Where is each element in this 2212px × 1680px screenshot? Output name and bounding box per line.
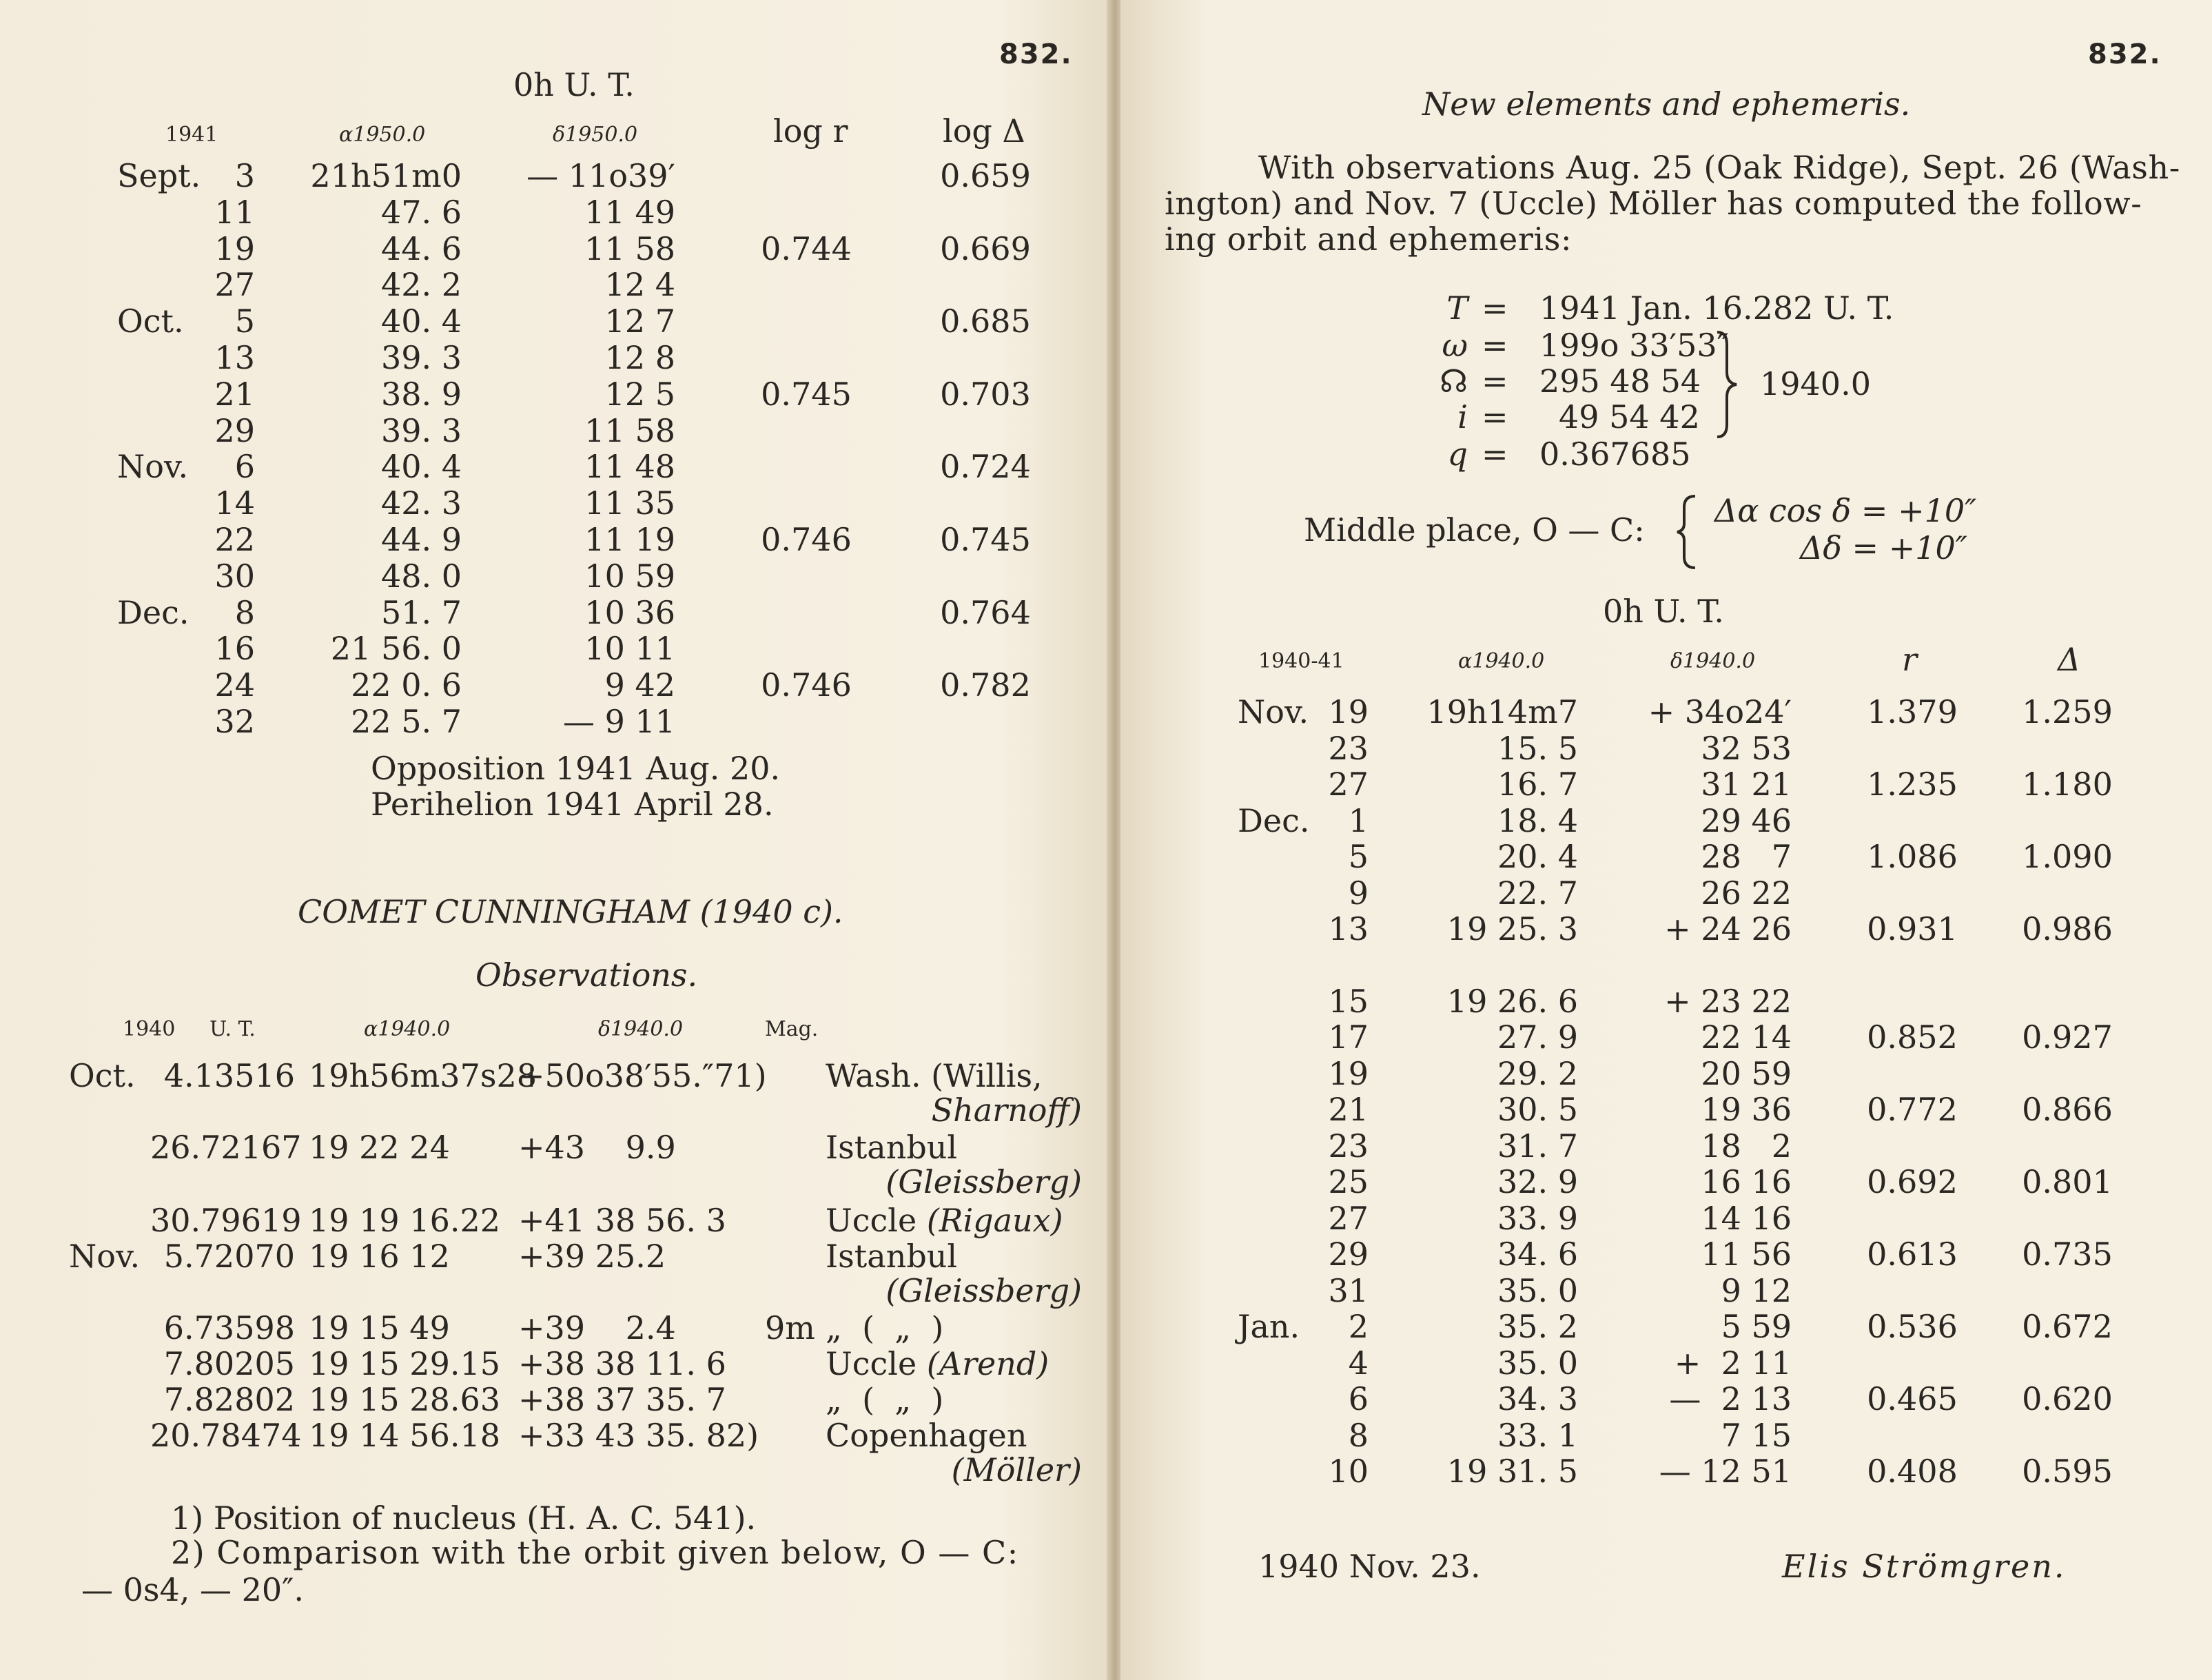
- dec-cell: 10 59: [584, 557, 675, 595]
- rdec-cell: 26 22: [1701, 874, 1792, 912]
- dec-cell: 12 5: [604, 375, 675, 413]
- elements-brace: [1713, 329, 1741, 440]
- obs-ra-cell: 19 15 29.15: [309, 1345, 500, 1382]
- day-cell: 19: [214, 229, 255, 267]
- day-cell: 30: [214, 557, 255, 595]
- ra-cell: 21h51m0: [310, 157, 462, 194]
- element-T-value: 1941 Jan. 16.282 U. T.: [1539, 289, 1894, 327]
- obs-observer-cell: Copenhagen: [826, 1417, 1027, 1454]
- dec-cell: 12 4: [604, 266, 675, 304]
- col-header-ra: α1950.0: [339, 123, 426, 147]
- obs-header-year: 1940: [123, 1017, 176, 1041]
- eq-2: =: [1482, 327, 1508, 364]
- obs-observer-cell: „ ( „ ): [826, 1309, 944, 1346]
- ra-cell: 51. 7: [380, 593, 462, 631]
- rra-cell: 19h14m7: [1426, 693, 1578, 730]
- rday-cell: 13: [1328, 910, 1369, 947]
- delta-cell: 0.927: [2022, 1018, 2113, 1056]
- obs-mag-cell: 9m: [765, 1309, 815, 1346]
- rday-cell: 27: [1328, 766, 1369, 803]
- rra-cell: 35. 0: [1497, 1271, 1578, 1309]
- intro-line-2: ington) and Nov. 7 (Uccle) Möller has computed the follow-: [1165, 185, 2142, 222]
- intro-line-1: With observations Aug. 25 (Oak Ridge), Sept. 26 (Wash-: [1258, 149, 2180, 186]
- obs-time-cell: 26.72167: [150, 1129, 302, 1166]
- r-cell: 0.613: [1867, 1236, 1958, 1273]
- day-cell: 3: [234, 157, 255, 194]
- obs-time-cell: 5.72070: [163, 1238, 295, 1275]
- r-cell: 0.772: [1867, 1091, 1958, 1128]
- rcol-header-dec: δ1940.0: [1670, 649, 1756, 673]
- rra-cell: 29. 2: [1497, 1054, 1578, 1092]
- middle-place-line-1: Δα cos δ = +10″: [1714, 492, 1977, 529]
- obs-time-cell: 6.73598: [163, 1309, 295, 1346]
- eq-4: =: [1482, 398, 1508, 436]
- obs-observer-cell: Uccle (Arend): [826, 1345, 1049, 1382]
- obs-observer-cell: Istanbul: [826, 1129, 958, 1166]
- obs-dec-cell: +39 2.4: [518, 1309, 676, 1346]
- element-T-symbol: T: [1446, 289, 1468, 327]
- rdec-cell: + 24 26: [1664, 910, 1792, 947]
- obs-month-cell: Nov.: [69, 1238, 141, 1275]
- rday-cell: 2: [1348, 1308, 1369, 1345]
- dec-cell: 12 7: [604, 303, 675, 340]
- rdec-cell: 19 36: [1701, 1091, 1792, 1128]
- day-cell: 14: [214, 484, 255, 522]
- rdec-cell: + 23 22: [1664, 982, 1792, 1020]
- dec-cell: 12 8: [604, 339, 675, 376]
- col-header-year: 1941: [165, 123, 218, 147]
- rday-cell: 19: [1328, 693, 1369, 730]
- day-cell: 29: [214, 411, 255, 449]
- obs-dec-cell: +39 25.2: [518, 1238, 666, 1275]
- rdec-cell: 32 53: [1701, 729, 1792, 767]
- r-cell: 0.536: [1867, 1308, 1958, 1345]
- log-delta-cell: 0.764: [940, 593, 1031, 631]
- right-ephemeris-heading: 0h U. T.: [1603, 593, 1724, 630]
- middle-place-line-2: Δδ = +10″: [1800, 529, 1967, 566]
- rra-cell: 35. 2: [1497, 1308, 1578, 1345]
- r-cell: 0.465: [1867, 1380, 1958, 1417]
- ra-cell: 39. 3: [380, 339, 462, 376]
- log-delta-cell: 0.659: [940, 157, 1031, 194]
- obs-ra-cell: 19 16 12: [309, 1238, 450, 1275]
- author-signature: Elis Strömgren.: [1782, 1548, 2067, 1585]
- rday-cell: 4: [1348, 1344, 1369, 1382]
- rday-cell: 15: [1328, 982, 1369, 1020]
- rmonth-cell: Nov.: [1238, 693, 1309, 730]
- perihelion-line: Perihelion 1941 April 28.: [371, 786, 774, 823]
- footnote-1: 1) Position of nucleus (H. A. C. 541).: [171, 1499, 757, 1537]
- rday-cell: 9: [1348, 874, 1369, 912]
- rra-cell: 31. 7: [1497, 1127, 1578, 1165]
- log-r-cell: 0.746: [761, 521, 852, 558]
- rra-cell: 22. 7: [1497, 874, 1578, 912]
- rra-cell: 34. 3: [1497, 1380, 1578, 1417]
- dec-cell: 9 42: [604, 666, 675, 704]
- left-ephemeris-heading: 0h U. T.: [513, 66, 635, 103]
- log-r-cell: 0.744: [761, 229, 852, 267]
- day-cell: 6: [234, 448, 255, 486]
- rdec-cell: 20 59: [1701, 1054, 1792, 1092]
- rra-cell: 16. 7: [1497, 766, 1578, 803]
- rdec-cell: + 34o24′: [1648, 693, 1792, 730]
- r-cell: 1.379: [1867, 693, 1958, 730]
- col-header-log-delta: log Δ: [943, 112, 1025, 150]
- delta-cell: 0.866: [2022, 1091, 2113, 1128]
- obs-observer-cell: Istanbul: [826, 1238, 958, 1275]
- log-delta-cell: 0.703: [940, 375, 1031, 413]
- element-i-symbol: i: [1457, 398, 1468, 436]
- day-cell: 27: [214, 266, 255, 304]
- ra-cell: 22 5. 7: [351, 703, 462, 740]
- obs-ra-cell: 19h56m37s28: [309, 1057, 537, 1094]
- obs-observer-cell: Wash. (Willis,: [826, 1057, 1043, 1094]
- obs-observer-cont-cell: (Gleissberg): [885, 1272, 1082, 1309]
- obs-dec-cell: +38 38 11. 6: [518, 1345, 726, 1382]
- obs-dec-cell: +33 43 35. 82): [518, 1417, 759, 1454]
- eq-3: =: [1482, 362, 1508, 400]
- rdec-cell: 31 21: [1701, 766, 1792, 803]
- r-cell: 0.852: [1867, 1018, 1958, 1056]
- r-cell: 0.692: [1867, 1163, 1958, 1200]
- obs-header-ra: α1940.0: [364, 1017, 451, 1041]
- middle-place-label: Middle place, O — C:: [1304, 511, 1645, 549]
- rcol-header-r: r: [1902, 641, 1917, 678]
- month-cell: Sept.: [117, 157, 201, 194]
- dec-cell: 11 48: [584, 448, 675, 486]
- rmonth-cell: Jan.: [1238, 1308, 1300, 1345]
- obs-dec-cell: +43 9.9: [518, 1129, 676, 1166]
- rday-cell: 5: [1348, 838, 1369, 875]
- obs-time-cell: 30.79619: [150, 1202, 302, 1239]
- rra-cell: 34. 6: [1497, 1236, 1578, 1273]
- obs-header-dec: δ1940.0: [598, 1017, 684, 1041]
- day-cell: 5: [234, 303, 255, 340]
- ra-cell: 44. 6: [380, 229, 462, 267]
- obs-observer-cell: „ ( „ ): [826, 1381, 944, 1418]
- obs-ra-cell: 19 22 24: [309, 1129, 450, 1166]
- log-delta-cell: 0.782: [940, 666, 1031, 704]
- r-cell: 1.086: [1867, 838, 1958, 875]
- rdec-cell: 9 12: [1721, 1271, 1792, 1309]
- obs-ra-cell: 19 14 56.18: [309, 1417, 500, 1454]
- delta-cell: 0.620: [2022, 1380, 2113, 1417]
- rday-cell: 25: [1328, 1163, 1369, 1200]
- rdec-cell: 5 59: [1721, 1308, 1792, 1345]
- element-omega-value: 199o 33′53″: [1539, 327, 1729, 364]
- left-page-number: 832.: [999, 39, 1073, 70]
- log-r-cell: 0.745: [761, 375, 852, 413]
- dec-cell: — 9 11: [562, 703, 675, 740]
- rcol-header-ra: α1940.0: [1458, 649, 1545, 673]
- obs-ra-cell: 19 15 49: [309, 1309, 450, 1346]
- rdec-cell: 29 46: [1701, 801, 1792, 839]
- ra-cell: 48. 0: [380, 557, 462, 595]
- dec-cell: 10 11: [584, 630, 675, 668]
- rra-cell: 27. 9: [1497, 1018, 1578, 1056]
- obs-header-ut: U. T.: [209, 1017, 256, 1041]
- dec-cell: 11 58: [584, 229, 675, 267]
- rmonth-cell: Dec.: [1238, 801, 1310, 839]
- rday-cell: 21: [1328, 1091, 1369, 1128]
- footnote-2: 2) Comparison with the orbit given below, O — C:: [171, 1534, 1019, 1571]
- eq-1: =: [1482, 289, 1508, 327]
- ra-cell: 40. 4: [380, 448, 462, 486]
- ra-cell: 38. 9: [380, 375, 462, 413]
- element-i-value: 49 54 42: [1559, 398, 1700, 436]
- obs-observer-cont-cell: (Möller): [951, 1451, 1082, 1488]
- obs-header-mag: Mag.: [765, 1017, 819, 1041]
- rday-cell: 31: [1328, 1271, 1369, 1309]
- day-cell: 21: [214, 375, 255, 413]
- log-delta-cell: 0.724: [940, 448, 1031, 486]
- col-header-log-r: log r: [773, 112, 848, 150]
- rra-cell: 33. 1: [1497, 1416, 1578, 1454]
- obs-dec-cell: +41 38 56. 3: [518, 1202, 726, 1239]
- dec-cell: 11 35: [584, 484, 675, 522]
- rday-cell: 8: [1348, 1416, 1369, 1454]
- element-q-symbol: q: [1447, 436, 1468, 473]
- dec-cell: 11 19: [584, 521, 675, 558]
- delta-cell: 0.801: [2022, 1163, 2113, 1200]
- element-q-value: 0.367685: [1539, 436, 1691, 473]
- delta-cell: 0.672: [2022, 1308, 2113, 1345]
- dec-cell: 10 36: [584, 593, 675, 631]
- log-delta-cell: 0.685: [940, 303, 1031, 340]
- obs-time-cell: 7.82802: [163, 1381, 295, 1418]
- dec-cell: 11 58: [584, 411, 675, 449]
- rdec-cell: — 12 51: [1659, 1453, 1792, 1490]
- rdec-cell: — 2 13: [1669, 1380, 1792, 1417]
- day-cell: 8: [234, 593, 255, 631]
- rra-cell: 18. 4: [1497, 801, 1578, 839]
- obs-ra-cell: 19 15 28.63: [309, 1381, 500, 1418]
- obs-observer-cont-cell: (Gleissberg): [885, 1163, 1082, 1200]
- rcol-header-years: 1940-41: [1258, 649, 1344, 673]
- obs-observer-cell: Uccle (Rigaux): [826, 1202, 1063, 1239]
- rdec-cell: 28 7: [1701, 838, 1792, 875]
- rday-cell: 23: [1328, 1127, 1369, 1165]
- obs-ra-cell: 19 19 16.22: [309, 1202, 500, 1239]
- ra-cell: 47. 6: [380, 193, 462, 231]
- log-delta-cell: 0.669: [940, 229, 1031, 267]
- rday-cell: 27: [1328, 1199, 1369, 1237]
- rra-cell: 15. 5: [1497, 729, 1578, 767]
- obs-time-cell: 4.13516: [163, 1057, 295, 1094]
- day-cell: 24: [214, 666, 255, 704]
- ra-cell: 39. 3: [380, 411, 462, 449]
- ra-cell: 44. 9: [380, 521, 462, 558]
- dec-cell: 11 49: [584, 193, 675, 231]
- rday-cell: 23: [1328, 729, 1369, 767]
- month-cell: Dec.: [117, 593, 190, 631]
- rday-cell: 17: [1328, 1018, 1369, 1056]
- closing-date: 1940 Nov. 23.: [1258, 1548, 1481, 1585]
- rdec-cell: 11 56: [1701, 1236, 1792, 1273]
- rra-cell: 19 25. 3: [1446, 910, 1578, 947]
- element-node-value: 295 48 54: [1539, 362, 1701, 400]
- rdec-cell: + 2 11: [1674, 1344, 1792, 1382]
- rra-cell: 32. 9: [1497, 1163, 1578, 1200]
- log-r-cell: 0.746: [761, 666, 852, 704]
- rdec-cell: 22 14: [1701, 1018, 1792, 1056]
- middle-place-brace: [1675, 493, 1699, 571]
- rday-cell: 6: [1348, 1380, 1369, 1417]
- intro-line-3: ing orbit and ephemeris:: [1165, 221, 1573, 258]
- ra-cell: 22 0. 6: [351, 666, 462, 704]
- r-cell: 0.931: [1867, 910, 1958, 947]
- rra-cell: 33. 9: [1497, 1199, 1578, 1237]
- month-cell: Oct.: [117, 303, 184, 340]
- right-title: New elements and ephemeris.: [1422, 85, 1911, 123]
- rday-cell: 19: [1328, 1054, 1369, 1092]
- obs-dec-cell: +38 37 35. 7: [518, 1381, 726, 1418]
- delta-cell: 0.595: [2022, 1453, 2113, 1490]
- col-header-dec: δ1950.0: [553, 123, 638, 147]
- rcol-header-delta: Δ: [2058, 641, 2081, 678]
- delta-cell: 0.735: [2022, 1236, 2113, 1273]
- rdec-cell: 14 16: [1701, 1199, 1792, 1237]
- obs-month-cell: Oct.: [69, 1057, 136, 1094]
- obs-time-cell: 20.78474: [150, 1417, 302, 1454]
- rdec-cell: 16 16: [1701, 1163, 1792, 1200]
- delta-cell: 1.259: [2022, 693, 2113, 730]
- dec-cell: — 11o39′: [526, 157, 675, 194]
- observations-title: Observations.: [475, 956, 698, 994]
- delta-cell: 1.180: [2022, 766, 2113, 803]
- day-cell: 16: [214, 630, 255, 668]
- obs-observer-cont-cell: Sharnoff): [931, 1092, 1082, 1129]
- rday-cell: 29: [1328, 1236, 1369, 1273]
- rday-cell: 1: [1348, 801, 1369, 839]
- log-delta-cell: 0.745: [940, 521, 1031, 558]
- rra-cell: 19 26. 6: [1446, 982, 1578, 1020]
- ra-cell: 42. 3: [380, 484, 462, 522]
- rday-cell: 10: [1328, 1453, 1369, 1490]
- footnote-2-values: — 0s4, — 20″.: [81, 1571, 304, 1608]
- obs-dec-cell: +50o38′55.″71): [518, 1057, 767, 1094]
- comet-title: COMET CUNNINGHAM (1940 c).: [298, 893, 843, 930]
- ra-cell: 21 56. 0: [330, 630, 462, 668]
- element-node-symbol: ☊: [1440, 362, 1468, 400]
- right-page-number: 832.: [2088, 39, 2162, 70]
- r-cell: 1.235: [1867, 766, 1958, 803]
- element-omega-symbol: ω: [1442, 327, 1468, 364]
- day-cell: 11: [214, 193, 255, 231]
- day-cell: 22: [214, 521, 255, 558]
- rdec-cell: 18 2: [1701, 1127, 1792, 1165]
- obs-time-cell: 7.80205: [163, 1345, 295, 1382]
- rra-cell: 20. 4: [1497, 838, 1578, 875]
- day-cell: 32: [214, 703, 255, 740]
- opposition-line: Opposition 1941 Aug. 20.: [371, 750, 781, 787]
- ra-cell: 42. 2: [380, 266, 462, 304]
- eq-5: =: [1482, 436, 1508, 473]
- rdec-cell: 7 15: [1721, 1416, 1792, 1454]
- rra-cell: 35. 0: [1497, 1344, 1578, 1382]
- r-cell: 0.408: [1867, 1453, 1958, 1490]
- equinox-label: 1940.0: [1760, 365, 1871, 402]
- rra-cell: 19 31. 5: [1446, 1453, 1578, 1490]
- rra-cell: 30. 5: [1497, 1091, 1578, 1128]
- day-cell: 13: [214, 339, 255, 376]
- delta-cell: 0.986: [2022, 910, 2113, 947]
- delta-cell: 1.090: [2022, 838, 2113, 875]
- ra-cell: 40. 4: [380, 303, 462, 340]
- month-cell: Nov.: [117, 448, 189, 486]
